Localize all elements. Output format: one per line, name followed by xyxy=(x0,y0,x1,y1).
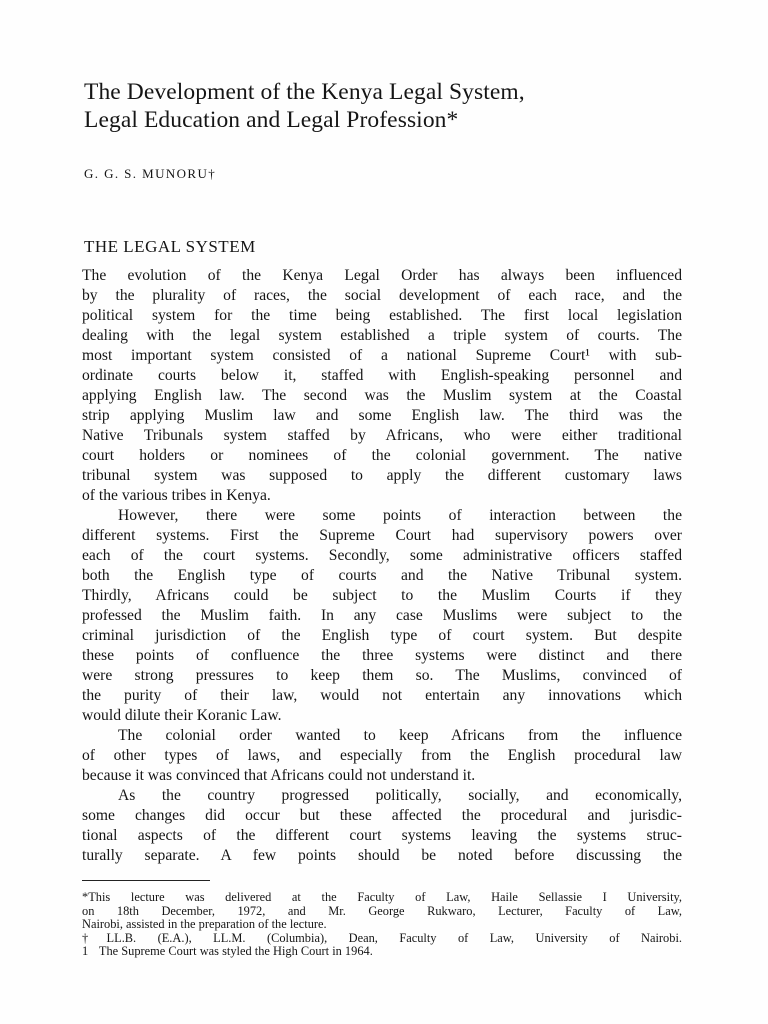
body-line: by the plurality of races, the social development of each race, and the xyxy=(82,287,682,304)
body-line: most important system consisted of a national Supreme Court¹ with sub- xyxy=(82,347,682,364)
body-line: court holders or nominees of the colonial government. The native xyxy=(82,447,682,464)
author-byline: G. G. S. MUNORU† xyxy=(84,166,217,181)
body-line: ordinate courts below it, staffed with English-speaking personnel and xyxy=(82,367,682,384)
footnote-number: 1 xyxy=(82,944,89,958)
body-line: The evolution of the Kenya Legal Order has always been influenced xyxy=(82,267,682,284)
footnote-1 xyxy=(82,945,682,959)
body-line: tional aspects of the different court systems leaving the systems struc- xyxy=(82,827,682,844)
body-line: political system for the time being established. The first local legislation xyxy=(82,307,682,324)
body-line: would dilute their Koranic Law. xyxy=(82,707,282,724)
body-line: these points of confluence the three systems were distinct and there xyxy=(82,647,682,664)
body-line: turally separate. A few points should be noted before discussing the xyxy=(82,847,682,864)
body-line: because it was convinced that Africans could not understand it. xyxy=(82,767,476,784)
footnote-text: The Supreme Court was styled the High Court in 1964. xyxy=(98,944,373,958)
title-line-1: The Development of the Kenya Legal System, xyxy=(84,79,525,105)
section-heading: THE LEGAL SYSTEM xyxy=(84,237,256,256)
body-line: Native Tribunals system staffed by Africans, who were either traditional xyxy=(82,427,682,444)
body-text xyxy=(82,266,682,866)
body-line: both the English type of courts and the Native Tribunal system. xyxy=(82,567,682,584)
body-line: of the various tribes in Kenya. xyxy=(82,487,271,504)
body-line: The colonial order wanted to keep Africans from the influence xyxy=(118,727,682,744)
body-line: applying English law. The second was the Muslim system at the Coastal xyxy=(82,387,682,404)
body-line: dealing with the legal system established a triple system of courts. The xyxy=(82,327,682,344)
body-line: criminal jurisdiction of the English type of court system. But despite xyxy=(82,627,682,644)
article-title xyxy=(84,78,704,134)
body-line: each of the court systems. Secondly, some administrative officers staffed xyxy=(82,547,682,564)
body-line: of other types of laws, and especially from the English procedural law xyxy=(82,747,682,764)
footnotes xyxy=(82,891,682,959)
body-line: However, there were some points of interaction between the xyxy=(118,507,682,524)
body-line: some changes did occur but these affected the procedural and jurisdic- xyxy=(82,807,682,824)
body-line: different systems. First the Supreme Court had supervisory powers over xyxy=(82,527,682,544)
body-line: were strong pressures to keep them so. The Muslims, convinced of xyxy=(82,667,682,684)
title-line-2: Legal Education and Legal Profession* xyxy=(84,107,459,133)
body-line: the purity of their law, would not entertain any innovations which xyxy=(82,687,682,704)
footnote-line: on 18th December, 1972, and Mr. George Rukwaro, Lecturer, Faculty of Law, xyxy=(82,903,682,918)
footnote-divider xyxy=(82,880,210,881)
body-line: tribunal system was supposed to apply the different customary laws xyxy=(82,467,682,484)
footnote-line: †LL.B. (E.A.), LL.M. (Columbia), Dean, Faculty of Law, University of Nairobi. xyxy=(82,930,682,945)
footnote-line: *This lecture was delivered at the Faculty of Law, Haile Sellassie I University, xyxy=(82,890,682,904)
body-line: As the country progressed politically, socially, and economically, xyxy=(118,787,682,804)
body-line: professed the Muslim faith. In any case Muslims were subject to the xyxy=(82,607,682,624)
body-line: Thirdly, Africans could be subject to the Muslim Courts if they xyxy=(82,587,682,604)
footnote-line: Nairobi, assisted in the preparation of the lecture. xyxy=(82,917,327,931)
body-line: strip applying Muslim law and some English law. The third was the xyxy=(82,407,682,424)
